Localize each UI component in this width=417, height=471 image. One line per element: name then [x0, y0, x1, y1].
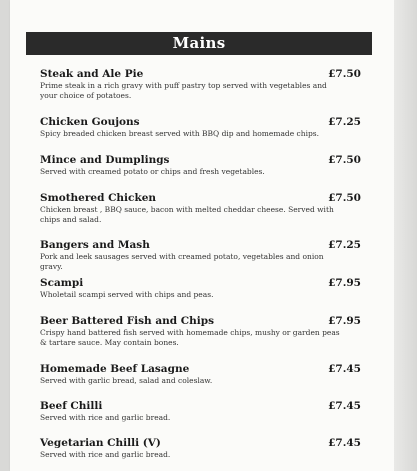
section-header-mains [26, 32, 372, 55]
item-price: £7.25 [328, 239, 361, 251]
item-price: £7.45 [328, 363, 361, 375]
item-price: £7.45 [328, 437, 361, 449]
item-name: Vegetarian Chilli (V) [40, 437, 161, 449]
next-page-edge [394, 0, 417, 471]
item-name: Bangers and Mash [40, 239, 150, 251]
item-description: Served with garlic bread, salad and coleslaw. [40, 376, 213, 385]
item-description: Prime steak in a rich gravy with puff pastry top served with vegetables and your choice of potatoes. [40, 81, 327, 100]
item-name: Steak and Ale Pie [40, 68, 144, 80]
item-price: £7.95 [328, 277, 361, 289]
item-name: Beef Chilli [40, 400, 103, 412]
item-price: £7.50 [328, 154, 361, 166]
item-price: £7.25 [328, 116, 361, 128]
item-description: Crispy hand battered fish served with homemade chips, mushy or garden peas & tartare sauce. May contain bones. [40, 328, 340, 347]
item-description: Spicy breaded chicken breast served with BBQ dip and homemade chips. [40, 129, 320, 138]
item-price: £7.95 [328, 315, 361, 327]
item-name: Smothered Chicken [40, 192, 157, 204]
item-name: Homemade Beef Lasagne [40, 363, 190, 375]
item-description: Chicken breast , BBQ sauce, bacon with melted cheddar cheese. Served with chips and salad. [40, 205, 334, 224]
section-title: Mains [172, 34, 226, 52]
item-description: Served with creamed potato or chips and fresh vegetables. [40, 167, 265, 176]
item-price: £7.45 [328, 400, 361, 412]
item-price: £7.50 [328, 68, 361, 80]
item-name: Mince and Dumplings [40, 154, 170, 166]
item-description: Pork and leek sausages served with creamed potato, vegetables and onion gravy. [40, 252, 324, 271]
item-description: Wholetail scampi served with chips and peas. [40, 290, 214, 299]
item-description: Served with rice and garlic bread. [40, 413, 171, 422]
item-price: £7.50 [328, 192, 361, 204]
item-name: Scampi [40, 277, 84, 289]
item-name: Beer Battered Fish and Chips [40, 315, 215, 327]
item-description: Served with rice and garlic bread. [40, 450, 171, 459]
item-name: Chicken Goujons [40, 116, 140, 128]
